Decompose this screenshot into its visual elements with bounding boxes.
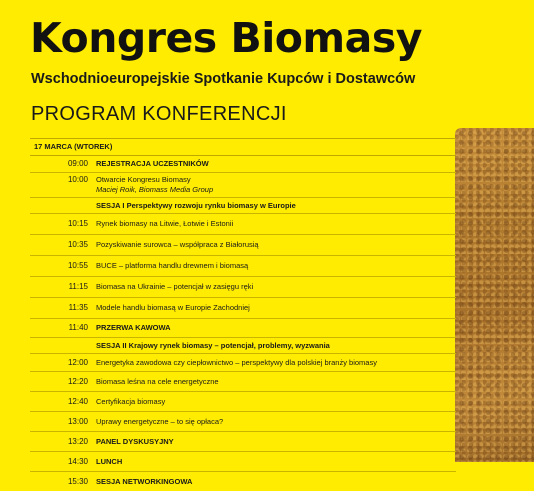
- schedule-time: 10:00: [67, 175, 88, 184]
- schedule-text: Energetyka zawodowa czy ciepłownictwo – perspektywy dla polskiej branży biomasy: [96, 358, 377, 367]
- schedule-text: Biomasa leśna na cele energetyczne: [96, 377, 219, 386]
- schedule-row: [30, 392, 456, 412]
- schedule-row: [30, 277, 456, 298]
- schedule-row: [30, 156, 456, 173]
- schedule-text: Modele handlu biomasą w Europie Zachodniej: [96, 303, 250, 312]
- schedule-text: LUNCH: [96, 457, 123, 466]
- schedule-time: 10:15: [67, 219, 88, 228]
- schedule-row: [30, 338, 456, 354]
- schedule-row: [30, 412, 456, 432]
- page-title: Kongres Biomasy: [30, 14, 422, 62]
- schedule-text: SESJA NETWORKINGOWA: [96, 477, 193, 486]
- schedule-table: [30, 138, 456, 491]
- schedule-text: Biomasa na Ukrainie – potencjał w zasięgu ręki: [96, 282, 254, 291]
- schedule-text: Certyfikacja biomasy: [96, 397, 166, 406]
- schedule-row: [30, 256, 456, 277]
- schedule-row: [30, 319, 456, 338]
- schedule-text: Otwarcie Kongresu Biomasy: [96, 175, 191, 184]
- schedule-time: 14:30: [67, 457, 88, 466]
- schedule-time: 11:40: [68, 323, 88, 332]
- schedule-time: 12:00: [67, 358, 88, 367]
- schedule-row: [30, 235, 456, 256]
- page-subtitle: Wschodnioeuropejskie Spotkanie Kupców i Dostawców: [31, 71, 416, 87]
- schedule-row: [30, 173, 456, 198]
- schedule-row: [30, 472, 456, 491]
- session-title: SESJA II Krajowy rynek biomasy – potencjał, problemy, wyzwania: [96, 341, 330, 350]
- schedule-text: REJESTRACJA UCZESTNIKÓW: [96, 159, 209, 168]
- schedule-row: [30, 372, 456, 392]
- schedule-time: 11:35: [68, 303, 88, 312]
- schedule-text: Rynek biomasy na Litwie, Łotwie i Estonii: [96, 219, 234, 228]
- schedule-time: 12:40: [67, 397, 88, 406]
- schedule-time: 10:55: [67, 261, 88, 270]
- schedule-text: BUCE – platforma handlu drewnem i biomasą: [96, 261, 249, 270]
- schedule-time: 11:15: [68, 282, 88, 291]
- schedule-speaker: Maciej Roik, Biomass Media Group: [96, 185, 214, 194]
- schedule-text: PANEL DYSKUSYJNY: [96, 437, 174, 446]
- schedule-time: 12:20: [67, 377, 88, 386]
- schedule-time: 09:00: [67, 159, 88, 168]
- schedule-row: [30, 432, 456, 452]
- biomass-photo: [455, 128, 534, 462]
- schedule-date: 17 MARCA (WTOREK): [30, 138, 456, 156]
- schedule-time: 15:30: [67, 477, 88, 486]
- schedule-time: 13:20: [67, 437, 88, 446]
- schedule-row: [30, 354, 456, 372]
- schedule-time: 13:00: [67, 417, 88, 426]
- session-title: SESJA I Perspektywy rozwoju rynku biomasy w Europie: [96, 201, 296, 210]
- schedule-row: [30, 298, 456, 319]
- schedule-time: 10:35: [67, 240, 88, 249]
- schedule-text: Uprawy energetyczne – to się opłaca?: [96, 417, 224, 426]
- schedule-text: PRZERWA KAWOWA: [96, 323, 171, 332]
- program-heading: PROGRAM KONFERENCJI: [31, 103, 287, 125]
- schedule-row: [30, 214, 456, 235]
- schedule-row: [30, 198, 456, 214]
- schedule-text: Pozyskiwanie surowca – współpraca z Białorusią: [96, 240, 259, 249]
- schedule-row: [30, 452, 456, 472]
